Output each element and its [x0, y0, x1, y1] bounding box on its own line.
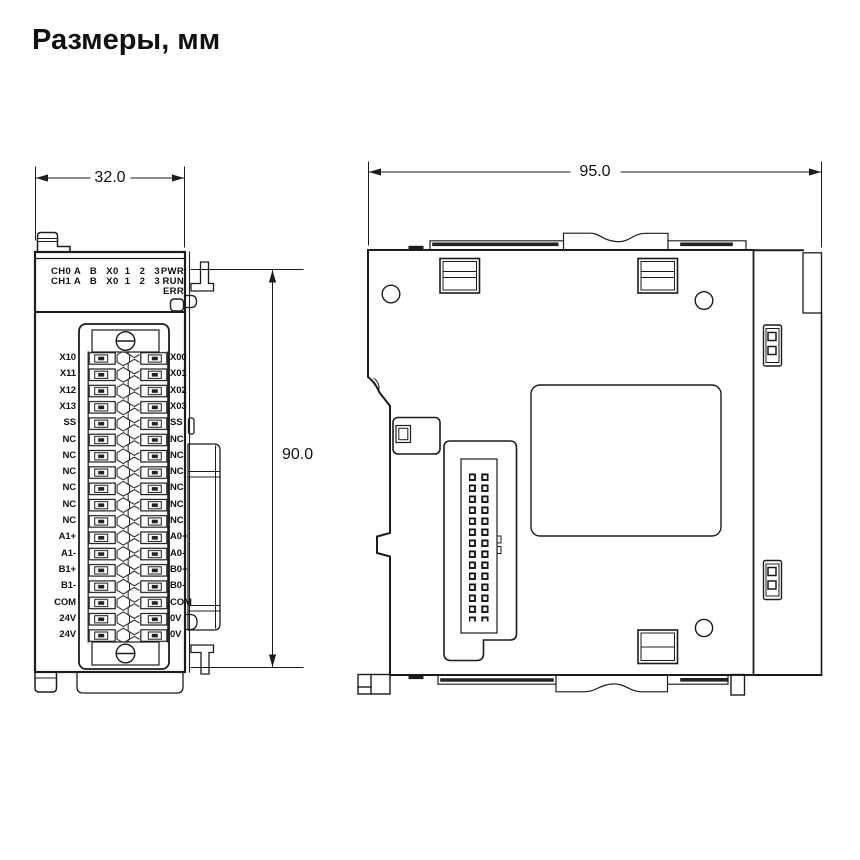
terminal-label-right: X00 [170, 352, 187, 364]
side-label-area [531, 385, 721, 536]
terminal-label-left: X12 [59, 384, 76, 396]
side-bottom-edge [358, 675, 745, 696]
terminal-label-right: NC [170, 466, 184, 478]
terminal-label-left: NC [62, 433, 76, 445]
terminal-label-left: COM [54, 596, 76, 608]
terminal-label-right: 0V [170, 629, 182, 641]
side-holes [382, 285, 713, 636]
hole-bottom-right [695, 619, 712, 636]
side-top-edge [409, 233, 747, 250]
led-status-label: RUN [162, 275, 184, 287]
page-title: Размеры, мм [32, 24, 221, 56]
terminal-label-left: X11 [59, 368, 76, 380]
terminal-label-left: NC [62, 515, 76, 527]
side-width-dim-label: 95.0 [576, 163, 613, 181]
terminal-label-right: COM [170, 596, 192, 608]
terminal-label-left: 24V [59, 612, 76, 624]
terminal-label-right: A0+ [170, 531, 188, 543]
foot-bottom-left [358, 675, 390, 695]
front-terminal-block [79, 324, 169, 669]
terminal-labels-right [170, 350, 212, 643]
terminal-label-left: B1- [60, 580, 76, 592]
hole-top-right [695, 292, 713, 310]
latch-top-right [638, 259, 678, 294]
side-right-section [754, 250, 822, 675]
side-body-outline [368, 250, 754, 675]
led-row-ch1: CH1 A B X0 1 2 3 [51, 275, 161, 287]
terminal-label-right: A0- [170, 547, 186, 559]
terminal-label-left: A1- [60, 547, 76, 559]
terminal-label-left: NC [62, 498, 76, 510]
right-section-notch [803, 253, 822, 313]
terminal-label-right: NC [170, 498, 184, 510]
terminal-label-right: B0- [170, 580, 186, 592]
foot-bottom-right [731, 675, 745, 696]
terminal-label-right: X01 [170, 368, 187, 380]
side-mil-connector [444, 441, 517, 661]
terminal-label-left: X13 [59, 400, 76, 412]
terminal-label-left: B1+ [58, 563, 76, 575]
hole-top-left [382, 285, 400, 303]
front-indicator-dot [171, 299, 184, 311]
led-status-column [158, 267, 184, 298]
front-width-dim-label: 32.0 [91, 169, 128, 187]
terminal-labels-left [16, 350, 76, 643]
terminal-label-right: NC [170, 482, 184, 494]
side-din-lock [393, 418, 440, 455]
terminal-label-left: SS [63, 417, 76, 429]
latch-top-left [440, 259, 480, 294]
terminal-label-right: NC [170, 515, 184, 527]
terminal-label-left: NC [62, 449, 76, 461]
latch-bottom [638, 630, 678, 664]
terminal-label-left: 24V [59, 629, 76, 641]
terminal-label-right: X03 [170, 400, 187, 412]
terminal-label-left: X10 [59, 352, 76, 364]
led-row-ch0: CH0 A B X0 1 2 3 [51, 265, 161, 277]
terminal-label-left: NC [62, 482, 76, 494]
terminal-label-right: NC [170, 433, 184, 445]
led-status-label: ERR [163, 285, 184, 297]
front-height-dim-label: 90.0 [282, 446, 314, 463]
right-connector-bottom [764, 561, 782, 600]
connector-pins [469, 474, 489, 622]
terminal-label-right: X02 [170, 384, 187, 396]
terminal-label-right: NC [170, 449, 184, 461]
led-status-label: PWR [160, 265, 184, 277]
terminal-label-left: A1+ [58, 531, 76, 543]
side-view [358, 162, 822, 695]
terminal-label-right: SS [170, 417, 183, 429]
terminal-label-right: 0V [170, 612, 182, 624]
terminal-label-left: NC [62, 466, 76, 478]
terminal-label-right: B0+ [170, 563, 188, 575]
right-connector-top [764, 325, 782, 366]
